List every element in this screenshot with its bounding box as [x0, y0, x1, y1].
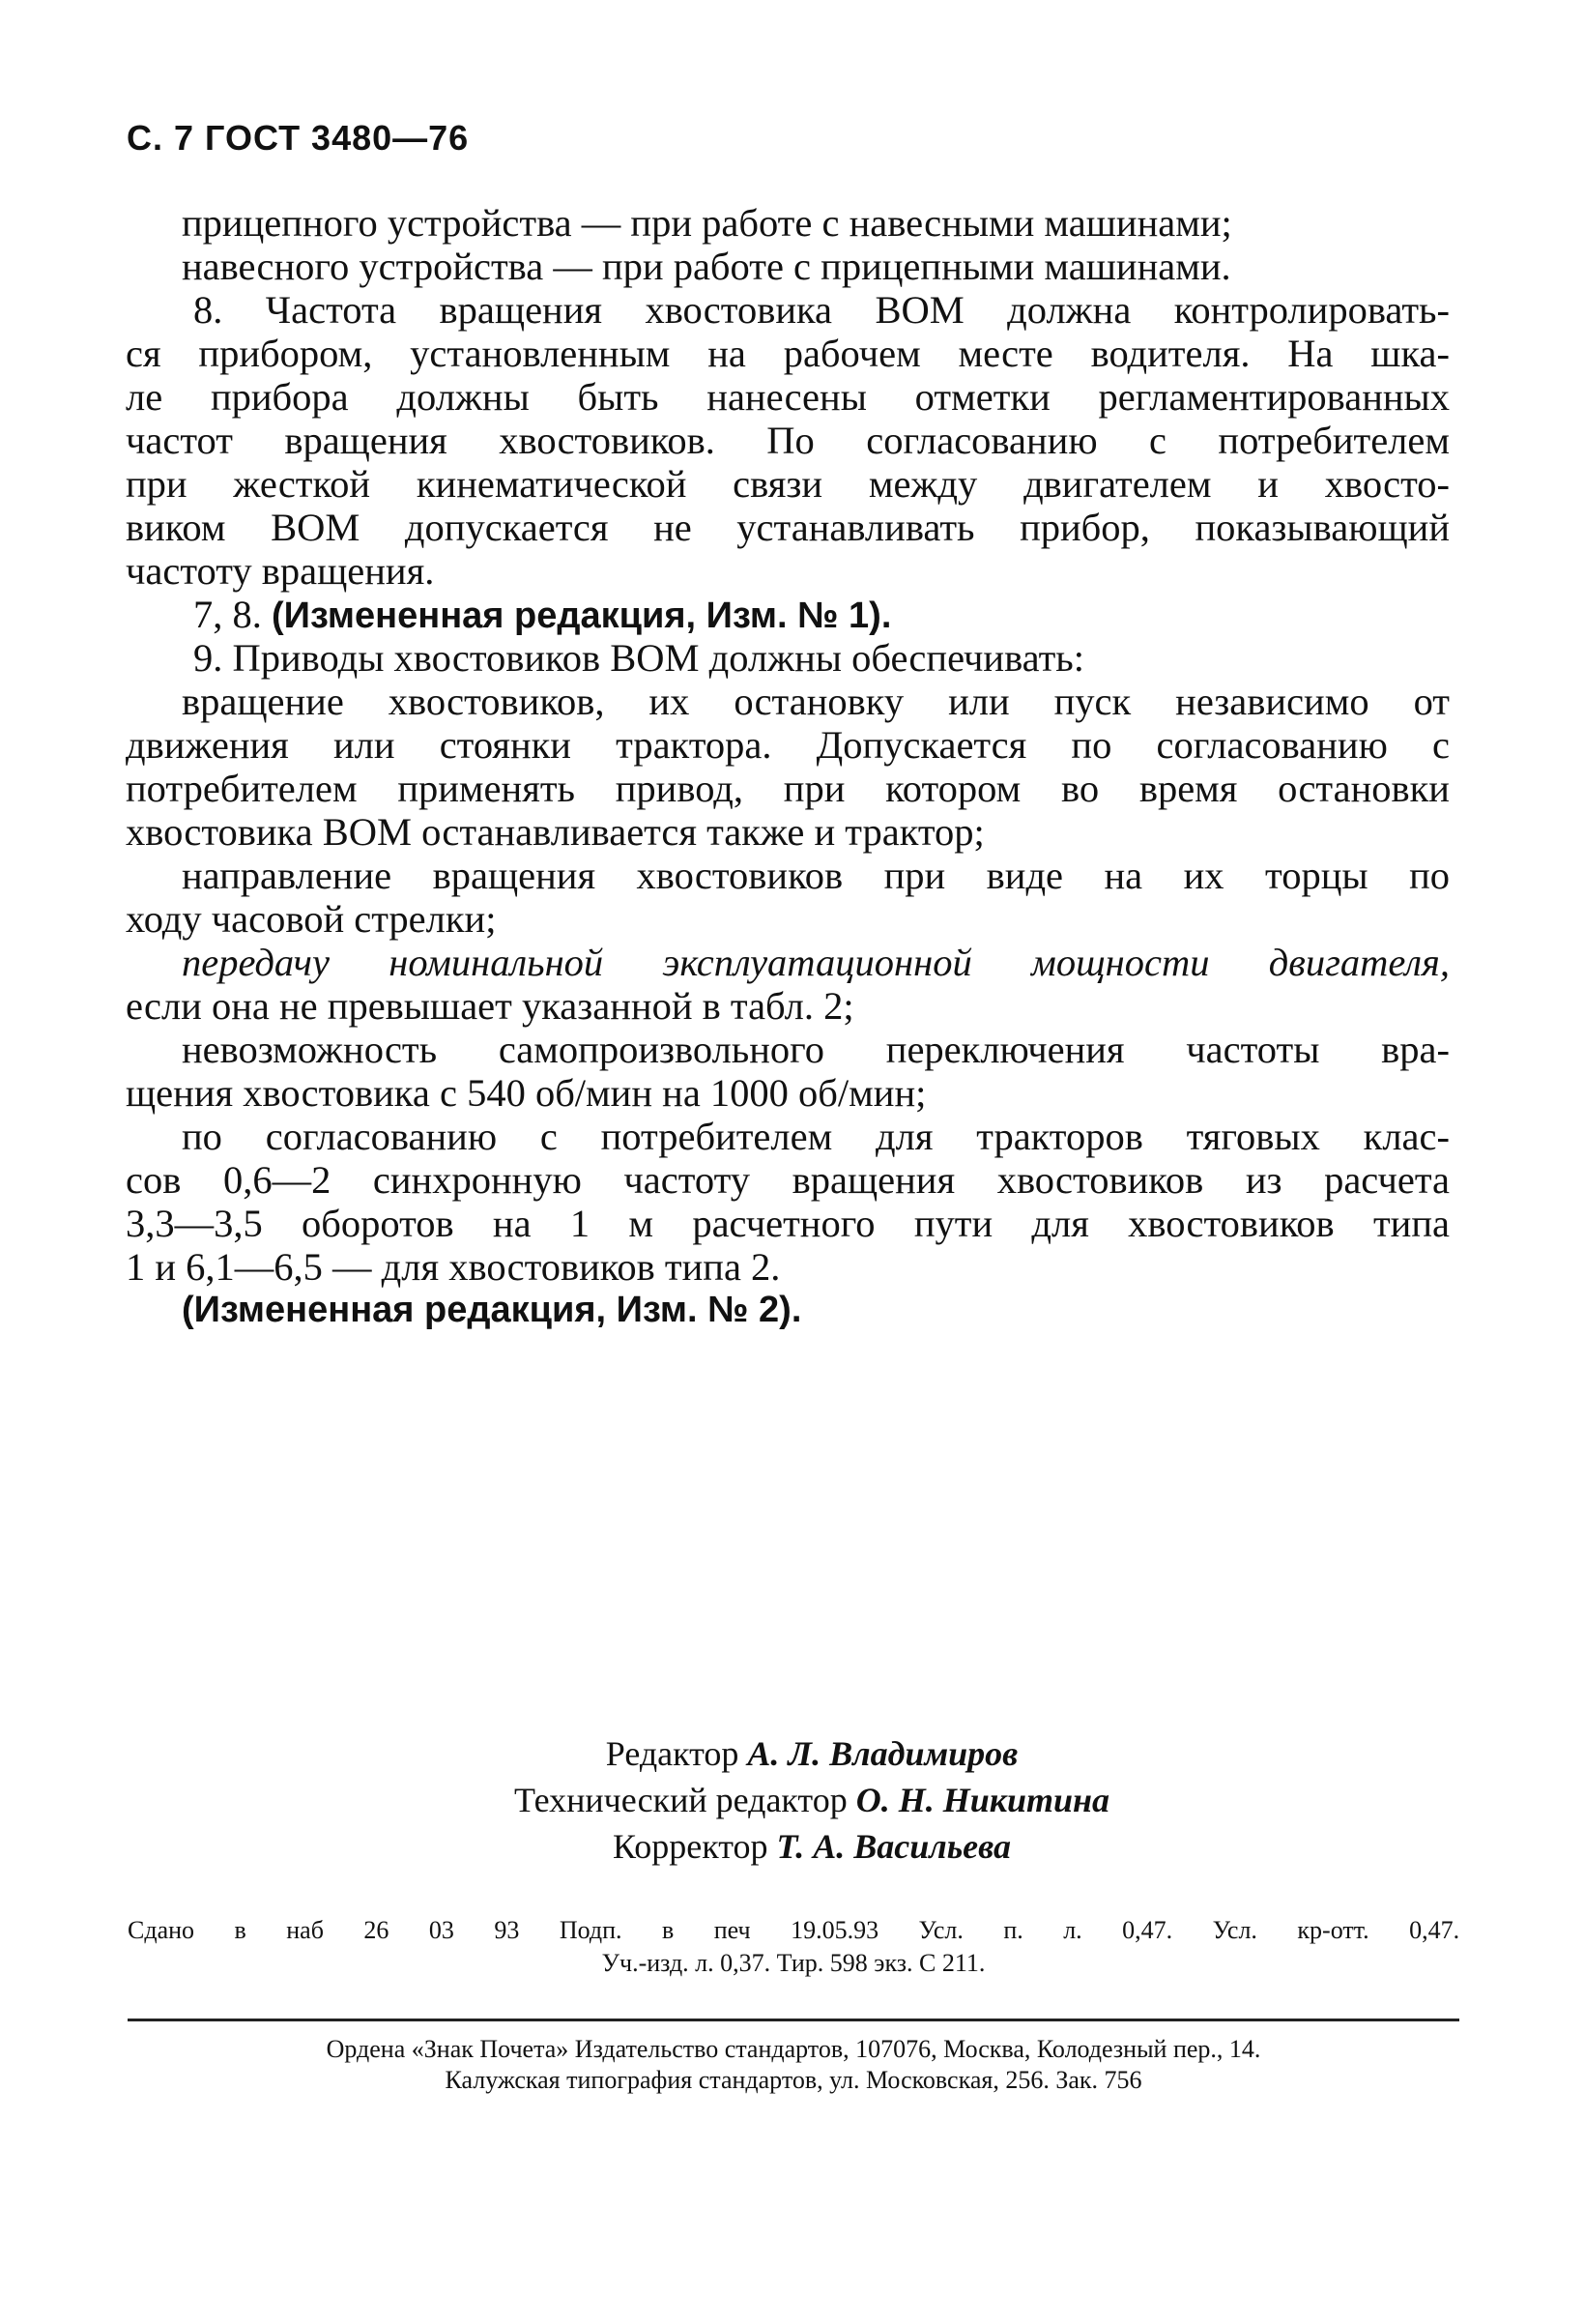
imprint-block [128, 1914, 1459, 1980]
proofreader-line [425, 1823, 1198, 1870]
tech-editor-name: О. Н. Никитина [855, 1781, 1110, 1819]
text-line: частоту вращения. [126, 549, 435, 593]
publisher-line-1: Ордена «Знак Почета» Издательство стандартов, 107076, Москва, Колодезный пер., 14. [326, 2035, 1261, 2063]
text-line: 9. Приводы хвостовиков ВОМ должны обеспечивать: [193, 636, 1085, 680]
text-line: щения хвостовика с 540 об/мин на 1000 об/мин; [126, 1071, 927, 1115]
amendment-ref: 7, 8. [193, 593, 262, 636]
text-line: навесного устройства — при работе с прицепными машинами. [182, 245, 1231, 288]
text-line: движения или стоянки трактора. Допускается по согласованию с [126, 723, 1450, 767]
credits-block [425, 1730, 1198, 1870]
imprint-word: в [661, 1916, 675, 1944]
tech-editor-line [425, 1777, 1198, 1823]
imprint-word: Усл. [918, 1916, 964, 1944]
text-line: при жесткой кинематической связи между двигателем и хвосто- [126, 462, 1450, 506]
text-line: хвостовика ВОМ останавливается также и трактор; [126, 810, 985, 854]
text-line: ходу часовой стрелки; [126, 897, 497, 941]
text-line: виком ВОМ допускается не устанавливать прибор, показывающий [126, 506, 1450, 549]
text-line: ле прибора должны быть нанесены отметки регламентированных [126, 375, 1450, 419]
imprint-word: Подп. [559, 1916, 622, 1944]
imprint-word: п. [1003, 1916, 1023, 1944]
imprint-row-1 [128, 1914, 1459, 1947]
imprint-word: в [234, 1916, 246, 1944]
text-line: ся прибором, установленным на рабочем месте водителя. На шка- [126, 332, 1450, 375]
text-line: частот вращения хвостовиков. По согласованию с потребителем [126, 419, 1450, 462]
page-header: С. 7 ГОСТ 3480—76 [127, 118, 470, 158]
imprint-word: печ [713, 1916, 751, 1944]
text-line: 8. Частота вращения хвостовика ВОМ должна контролировать- [193, 288, 1450, 332]
imprint-row-2: Уч.-изд. л. 0,37. Тир. 598 экз. С 211. [601, 1949, 986, 1977]
text-line: если она не превышает указанной в табл. 2; [126, 984, 854, 1028]
proofreader-label: Корректор [613, 1827, 768, 1866]
amendment-note: (Измененная редакция, Изм. № 1). [272, 596, 892, 636]
text-line: сов 0,6—2 синхронную частоту вращения хвостовиков из расчета [126, 1158, 1450, 1202]
text-line: 3,3—3,5 оборотов на 1 м расчетного пути для хвостовиков типа [126, 1202, 1450, 1245]
imprint-word: наб [286, 1916, 324, 1944]
proofreader-name: Т. А. Васильева [776, 1827, 1011, 1866]
text-line: по согласованию с потребителем для тракторов тяговых клас- [182, 1115, 1450, 1158]
imprint-word: л. [1063, 1916, 1082, 1944]
imprint-word: 26 03 93 [363, 1916, 520, 1944]
divider-rule [128, 2019, 1459, 2021]
imprint-word: 0,47. [1122, 1916, 1173, 1944]
editor-line [425, 1730, 1198, 1777]
publisher-line-2: Калужская типография стандартов, ул. Московская, 256. Зак. 756 [445, 2066, 1142, 2094]
amendment-line [182, 593, 1450, 636]
editor-label: Редактор [605, 1734, 739, 1773]
editor-name: А. Л. Владимиров [747, 1734, 1019, 1773]
imprint-word: Усл. [1212, 1916, 1257, 1944]
amendment-note: (Измененная редакция, Изм. № 2). [182, 1290, 802, 1330]
imprint-word: кр-отт. [1297, 1916, 1369, 1944]
body-text [126, 201, 1450, 1332]
imprint-word: Сдано [128, 1916, 195, 1944]
text-line: направление вращения хвостовиков при виде на их торцы по [182, 854, 1450, 897]
text-line: прицепного устройства — при работе с навесными машинами; [182, 201, 1232, 245]
text-line: вращение хвостовиков, их остановку или пуск независимо от [182, 680, 1450, 723]
imprint-word: 0,47. [1409, 1916, 1460, 1944]
text-line: невозможность самопроизвольного переключения частоты вра- [182, 1028, 1450, 1071]
publisher-block [128, 2034, 1459, 2096]
text-line: 1 и 6,1—6,5 — для хвостовиков типа 2. [126, 1245, 781, 1289]
tech-editor-label: Технический редактор [513, 1781, 848, 1819]
text-line: передачу номинальной эксплуатационной мощности двигателя, [182, 941, 1450, 984]
text-line: потребителем применять привод, при котором во время остановки [126, 767, 1450, 810]
imprint-word: 19.05.93 [791, 1916, 879, 1944]
